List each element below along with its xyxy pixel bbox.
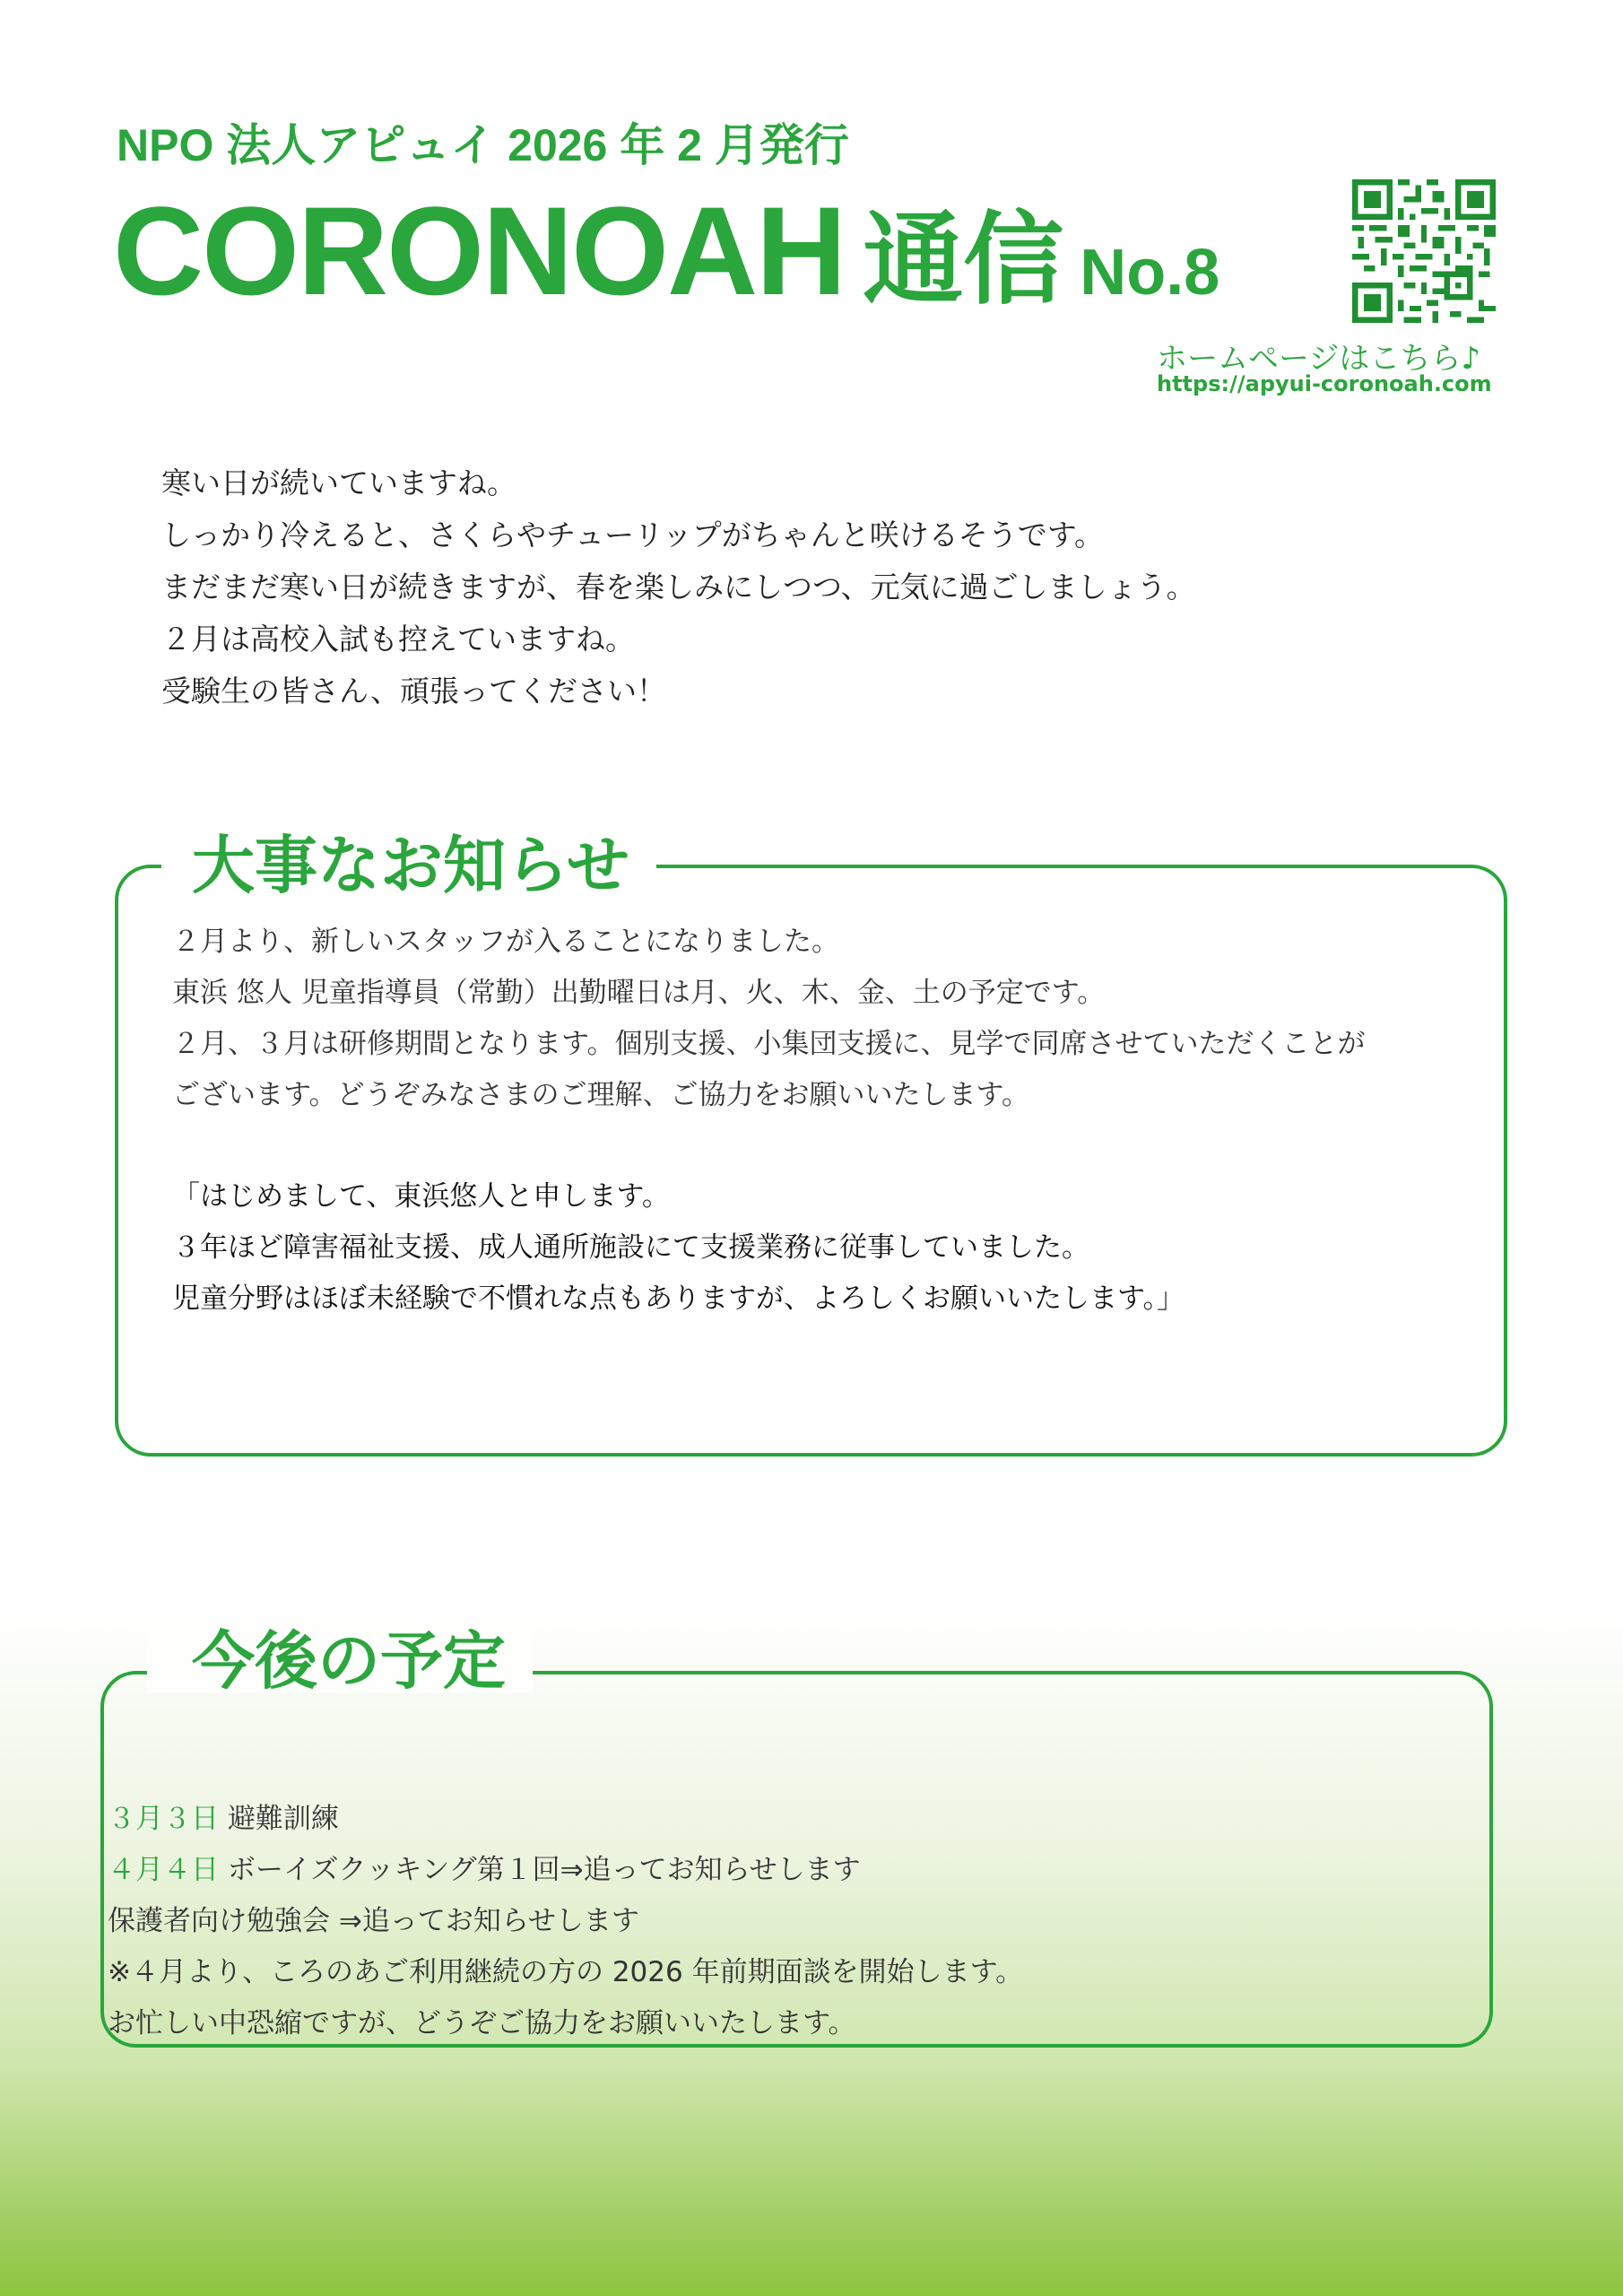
schedule-date: ３月３日 — [108, 1803, 219, 1835]
qr-code-icon[interactable] — [1352, 179, 1496, 323]
schedule-line: 保護者向け勉強会 ⇒追ってお知らせします — [108, 1905, 639, 1937]
schedule-item — [108, 1845, 1023, 1896]
notice-line: ございます。どうぞみなさまのご理解、ご協力をお願いいたします。 — [172, 1079, 1030, 1111]
notice-line: ２月より、新しいスタッフが入ることになりました。 — [172, 926, 839, 958]
notice-title: 大事なお知らせ — [161, 834, 656, 897]
schedule-date: ４月４日 — [108, 1854, 219, 1886]
intro-line: まだまだ寒い日が続きますが、春を楽しみにしつつ、元気に過ごしましょう。 — [161, 570, 1196, 604]
issue-number: No.8 — [1080, 237, 1220, 309]
notice-line: 東浜 悠人 児童指導員（常勤）出勤曜日は月、火、木、金、土の予定です。 — [172, 977, 1106, 1009]
title-jp: 通信 — [863, 202, 1064, 318]
schedule-item — [108, 1794, 1023, 1845]
schedule-event: ボーイズクッキング第１回⇒追ってお知らせします — [227, 1854, 861, 1886]
schedule-body — [108, 1794, 1023, 2049]
schedule-line: ※４月より、ころのあご利用継続の方の 2026 年前期面談を開始します。 — [108, 1956, 1024, 1988]
title-main: CORONOAH — [113, 180, 846, 321]
greeting-line: 児童分野はほぼ未経験で不慣れな点もありますが、よろしくお願いいたします。」 — [172, 1283, 1185, 1315]
notice-body — [172, 917, 1366, 1325]
schedule-line: お忙しい中恐縮ですが、どうぞご協力をお願いいたします。 — [108, 2007, 856, 2039]
homepage-link[interactable]: https://apyui-coronoah.com — [1157, 371, 1492, 396]
newsletter-title — [113, 180, 1220, 321]
notice-line: ２月、３月は研修期間となります。個別支援、小集団支援に、見学で同席させていただくことが — [172, 1028, 1366, 1060]
homepage-label: ホームページはこちら♪ — [1157, 341, 1481, 377]
spacer — [172, 1121, 1366, 1171]
schedule-title: 今後の予定 — [147, 1630, 533, 1692]
intro-text — [161, 457, 1196, 718]
issue-line: NPO 法人アピュイ 2026 年 2 月発行 — [117, 120, 849, 170]
intro-line: 寒い日が続いていますね。 — [161, 465, 516, 500]
intro-line: ２月は高校入試も控えていますね。 — [161, 622, 635, 657]
schedule-event: 避難訓練 — [227, 1803, 339, 1835]
notice-section — [115, 829, 1507, 1457]
intro-line: 受験生の皆さん、頑張ってください！ — [161, 674, 666, 709]
intro-line: しっかり冷えると、さくらやチューリップがちゃんと咲けるそうです。 — [161, 517, 1105, 552]
greeting-line: ３年ほど障害福祉支援、成人通所施設にて支援業務に従事していました。 — [172, 1231, 1089, 1264]
greeting-line: 「はじめまして、東浜悠人と申します。 — [172, 1180, 670, 1213]
